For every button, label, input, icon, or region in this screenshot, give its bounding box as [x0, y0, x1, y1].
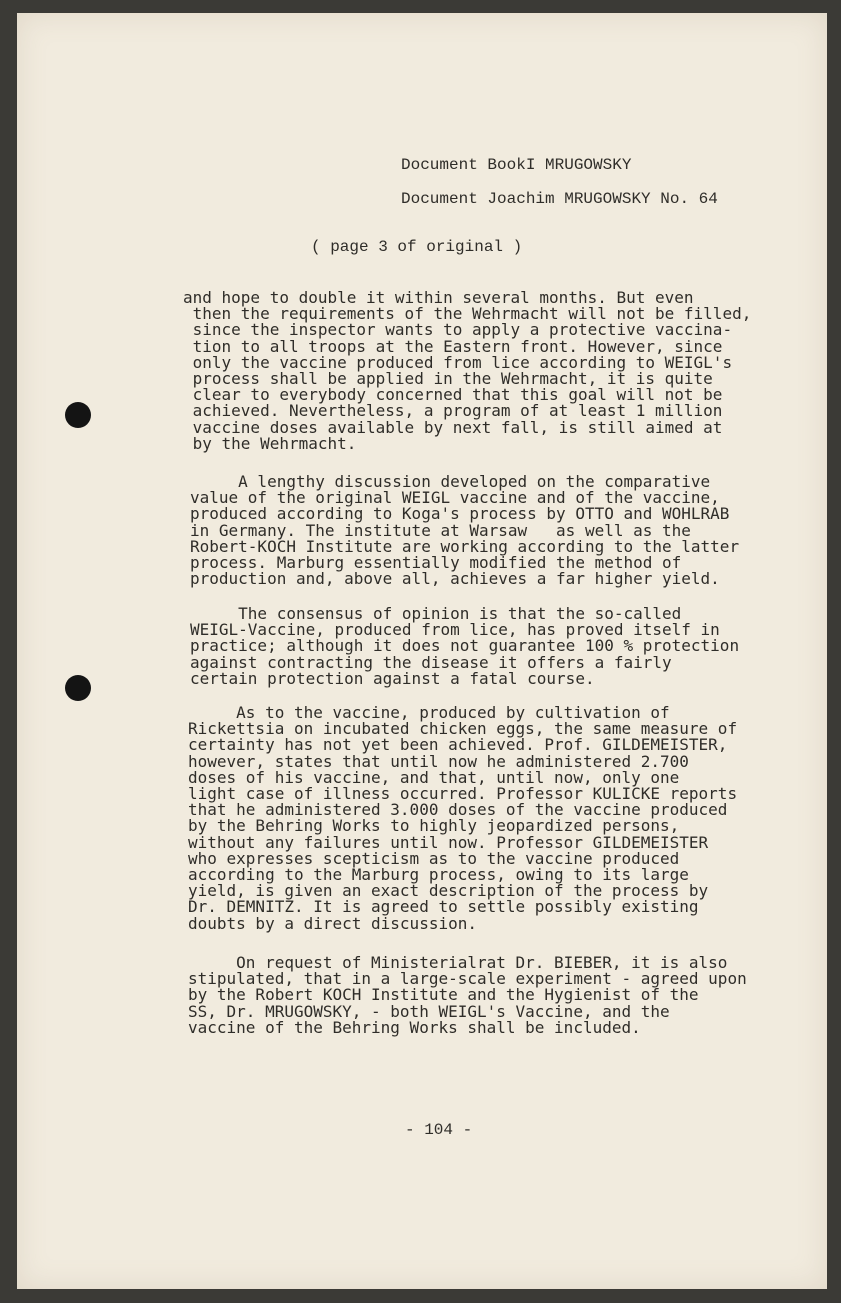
document-number-heading: Document Joachim MRUGOWSKY No. 64: [401, 190, 718, 208]
document-book-heading: Document BookI MRUGOWSKY: [401, 156, 632, 174]
punch-hole-bottom: [65, 675, 91, 701]
paragraph-3: The consensus of opinion is that the so-called WEIGL-Vaccine, produced from lice, has proved itself in practice; although it does not guarantee 100 % protection against contracting the disease it offers a fairly certain protection against a fatal course.: [190, 604, 740, 688]
paragraph-1: and hope to double it within several months. But even then the requirements of the Wehrmacht will not be filled, since the inspector wants to apply a protective vaccina- tion to all troops at the Eastern front. However, since only the vaccine produced from lice according to WEIGL's process shall be applied in the Wehrmacht, it is quite clear to everybody concerned that this goal will not be achieved. Nevertheless, a program of at least 1 million vaccine doses available by next fall, is still aimed at by the Wehrmacht.: [183, 288, 752, 453]
original-page-note: ( page 3 of original ): [311, 238, 523, 256]
paragraph-5: On request of Ministerialrat Dr. BIEBER, it is also stipulated, that in a large-scale experiment - agreed upon by the Robert KOCH Institute and the Hygienist of the SS, Dr. MRUGOWSKY, - both WEIGL's Vaccine, and the vaccine of the Behring Works shall be included.: [188, 953, 747, 1037]
paragraph-4: As to the vaccine, produced by cultivation of Rickettsia on incubated chicken eggs, the same measure of certainty has not yet been achieved. Prof. GILDEMEISTER, however, states that until now he administered 2.700 doses of his vaccine, and that, until now, only one light case of illness occurred. Professor KULICKE reports that he administered 3.000 doses of the vaccine produced by the Behring Works to highly jeopardized persons, without any failures until now. Professor GILDEMEISTER who expresses scepticism as to the vaccine produced according to the Marburg process, owing to its large yield, is given an exact description of the process by Dr. DEMNITZ. It is agreed to settle possibly existing doubts by a direct discussion.: [188, 703, 738, 933]
paragraph-2: A lengthy discussion developed on the comparative value of the original WEIGL vaccine and of the vaccine, produced according to Koga's process by OTTO and WOHLRAB in Germany. The institute at Warsaw as well as the Robert-KOCH Institute are working according to the latter process. Marburg essentially modified the method of production and, above all, achieves a far higher yield.: [190, 472, 740, 589]
punch-hole-top: [65, 402, 91, 428]
page-number: - 104 -: [405, 1121, 473, 1139]
